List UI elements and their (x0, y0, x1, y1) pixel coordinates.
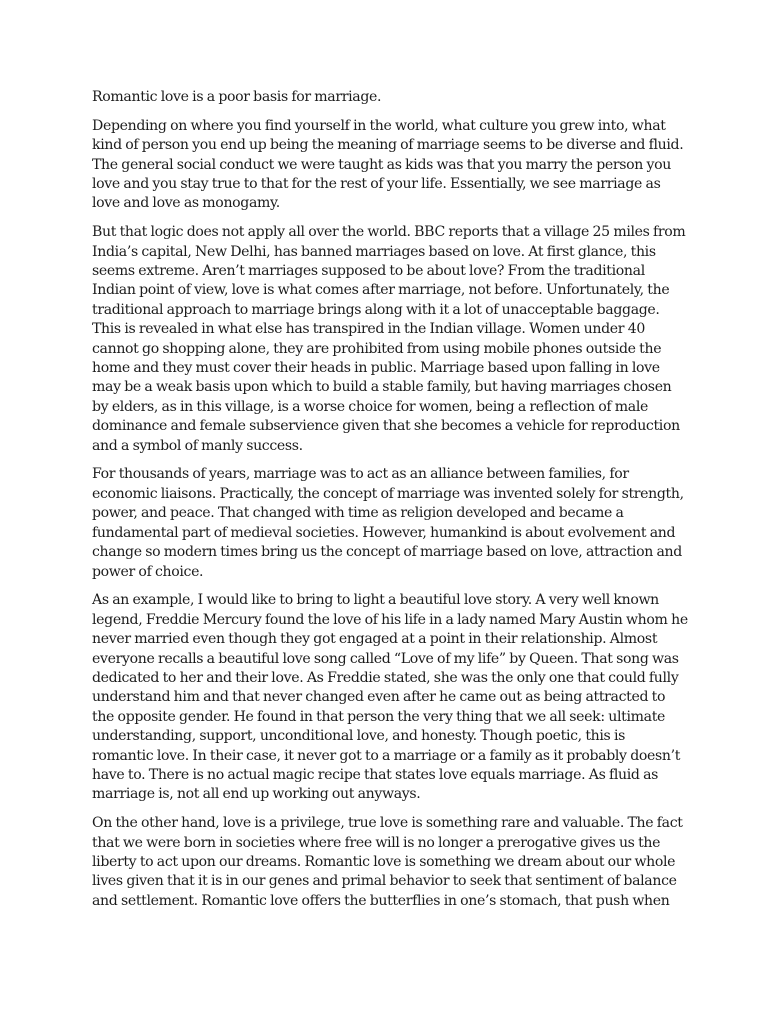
essay-paragraph-1: Depending on where you find yourself in the world, what culture you grew into, what kind of person you end up being the meaning of marriage seems to be diverse and fluid. The general social conduct we were taught as kids was that you marry the person you love and you stay true to that for the rest of your life. Essentially, we see marriage as love and love as monogamy. (92, 117, 684, 212)
essay-paragraph-3: For thousands of years, marriage was to act as an alliance between families, for economic liaisons. Practically, the concept of marriage was invented solely for strength, power, and peace. That changed with time as religion developed and became a fundamental part of medieval societies. However, humankind is about evolvement and change so modern times bring us the concept of marriage based on love, attraction and power of choice. (92, 466, 684, 580)
essay-page (92, 88, 688, 921)
essay-paragraph-4: As an example, I would like to bring to light a beautiful love story. A very well known legend, Freddie Mercury found the love of his life in a lady named Mary Austin whom he never married even though they got engaged at a point in their relationship. Almost everyone recalls a beautiful love song called “Love of my life” by Queen. That song was dedicated to her and their love. As Freddie stated, she was the only one that could fully understand him and that never changed even after he came out as being attracted to the opposite gender. He found in that person the very thing that we all seek: ultimate understanding, support, unconditional love, and honesty. Though poetic, this is romantic love. In their case, it never got to a marriage or a family as it probably doesn’t have to. There is no actual magic recipe that states love equals marriage. As fluid as marriage is, not all end up working out anyways. (92, 592, 688, 803)
essay-paragraph-5: On the other hand, love is a privilege, true love is something rare and valuable. The fact that we were born in societies where free will is no longer a prerogative gives us the liberty to act upon our dreams. Romantic love is something we dream about our whole lives given that it is in our genes and primal behavior to seek that sentiment of balance and settlement. Romantic love offers the butterflies in one’s stomach, that push when (92, 815, 683, 909)
essay-paragraph-2: But that logic does not apply all over the world. BBC reports that a village 25 miles from India’s capital, New Delhi, has banned marriages based on love. At first glance, this seems extreme. Aren’t marriages supposed to be about love? From the traditional Indian point of view, love is what comes after marriage, not before. Unfortunately, the traditional approach to marriage brings along with it a lot of unacceptable baggage. This is revealed in what else has transpired in the Indian village. Women under 40 cannot go shopping alone, they are prohibited from using mobile phones outside the home and they must cover their heads in public. Marriage based upon falling in love may be a weak basis upon which to build a stable family, but having marriages chosen by elders, as in this village, is a worse choice for women, being a reflection of male dominance and female subservience given that she becomes a vehicle for reproduction and a symbol of manly success. (92, 224, 686, 454)
essay-title: Romantic love is a poor basis for marriage. (92, 89, 382, 105)
